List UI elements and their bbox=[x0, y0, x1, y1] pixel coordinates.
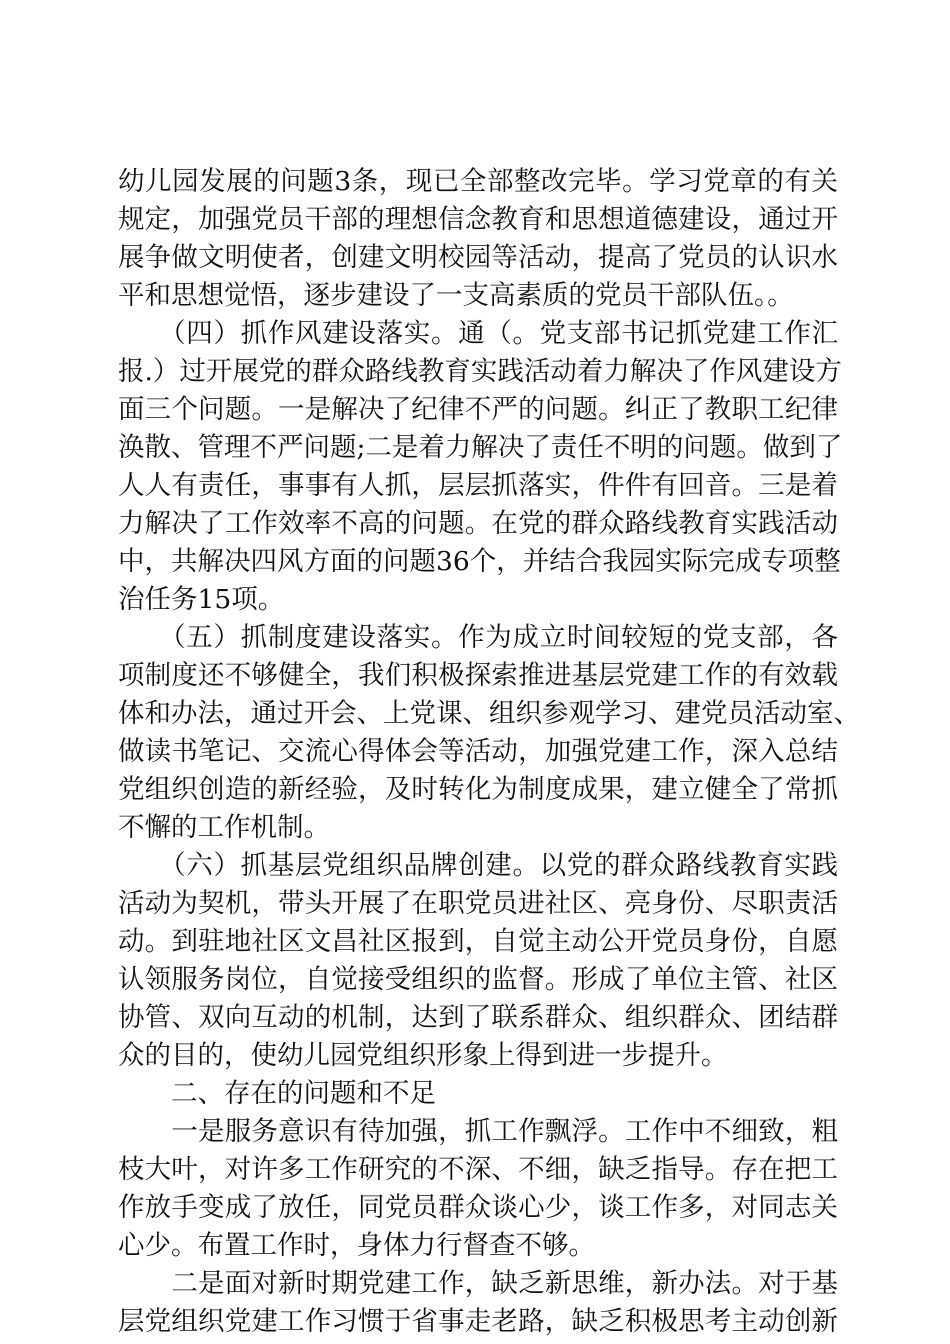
text-line: 规定，加强党员干部的理想信念教育和思想道德建设，通过开 bbox=[118, 204, 838, 235]
text-line: 幼儿园发展的问题3条，现已全部整改完毕。学习党章的有关 bbox=[118, 166, 838, 197]
text-line: （六）抓基层党组织品牌创建。以党的群众路线教育实践 bbox=[118, 850, 838, 881]
text-line: 展争做文明使者，创建文明校园等活动，提高了党员的认识水 bbox=[118, 242, 838, 273]
text-line: 平和思想觉悟，逐步建设了一支高素质的党员干部队伍。。 bbox=[118, 280, 794, 311]
text-line: 动。到驻地社区文昌社区报到，自觉主动公开党员身份，自愿 bbox=[118, 926, 838, 957]
text-line: 枝大叶，对许多工作研究的不深、不细，缺乏指导。存在把工 bbox=[118, 1154, 838, 1185]
text-line: 报.）过开展党的群众路线教育实践活动着力解决了作风建设方 bbox=[118, 356, 842, 387]
text-line: 项制度还不够健全，我们积极探索推进基层党建工作的有效载 bbox=[118, 660, 838, 691]
text-line: （五）抓制度建设落实。作为成立时间较短的党支部，各 bbox=[118, 622, 838, 653]
text-line: 党组织创造的新经验，及时转化为制度成果，建立健全了常抓 bbox=[118, 774, 838, 805]
text-line: 体和办法，通过开会、上党课、组织参观学习、建党员活动室、 bbox=[118, 698, 860, 729]
text-line: 二是面对新时期党建工作，缺乏新思维，新办法。对于基 bbox=[118, 1268, 838, 1299]
text-line: 众的目的，使幼儿园党组织形象上得到进一步提升。 bbox=[118, 1040, 728, 1071]
text-line: 做读书笔记、交流心得体会等活动，加强党建工作，深入总结 bbox=[118, 736, 838, 767]
text-line: 力解决了工作效率不高的问题。在党的群众路线教育实践活动 bbox=[118, 508, 838, 539]
text-line: 治任务15项。 bbox=[118, 584, 285, 615]
text-line: 心少。布置工作时，身体力行督查不够。 bbox=[118, 1230, 595, 1261]
text-line: 活动为契机，带头开展了在职党员进社区、亮身份、尽职责活 bbox=[118, 888, 838, 919]
text-line: 不懈的工作机制。 bbox=[118, 812, 330, 843]
text-line: 中，共解决四风方面的问题36个，并结合我园实际完成专项整 bbox=[118, 546, 841, 577]
text-line: 面三个问题。一是解决了纪律不严的问题。纠正了教职工纪律 bbox=[118, 394, 838, 425]
text-line: 一是服务意识有待加强，抓工作飘浮。工作中不细致，粗 bbox=[118, 1116, 838, 1147]
text-line: 协管、双向互动的机制，达到了联系群众、组织群众、团结群 bbox=[118, 1002, 838, 1033]
text-line: 层党组织党建工作习惯于省事走老路，缺乏积极思考主动创新 bbox=[118, 1306, 838, 1337]
text-line: 认领服务岗位，自觉接受组织的监督。形成了单位主管、社区 bbox=[118, 964, 838, 995]
text-line: 作放手变成了放任，同党员群众谈心少，谈工作多，对同志关 bbox=[118, 1192, 838, 1223]
section-heading: 二、存在的问题和不足 bbox=[118, 1078, 436, 1109]
text-line: （四）抓作风建设落实。通（。党支部书记抓党建工作汇 bbox=[118, 318, 838, 349]
text-line: 人人有责任，事事有人抓，层层抓落实，件件有回音。三是着 bbox=[118, 470, 838, 501]
text-line: 涣散、管理不严问题;二是着力解决了责任不明的问题。做到了 bbox=[118, 432, 843, 463]
